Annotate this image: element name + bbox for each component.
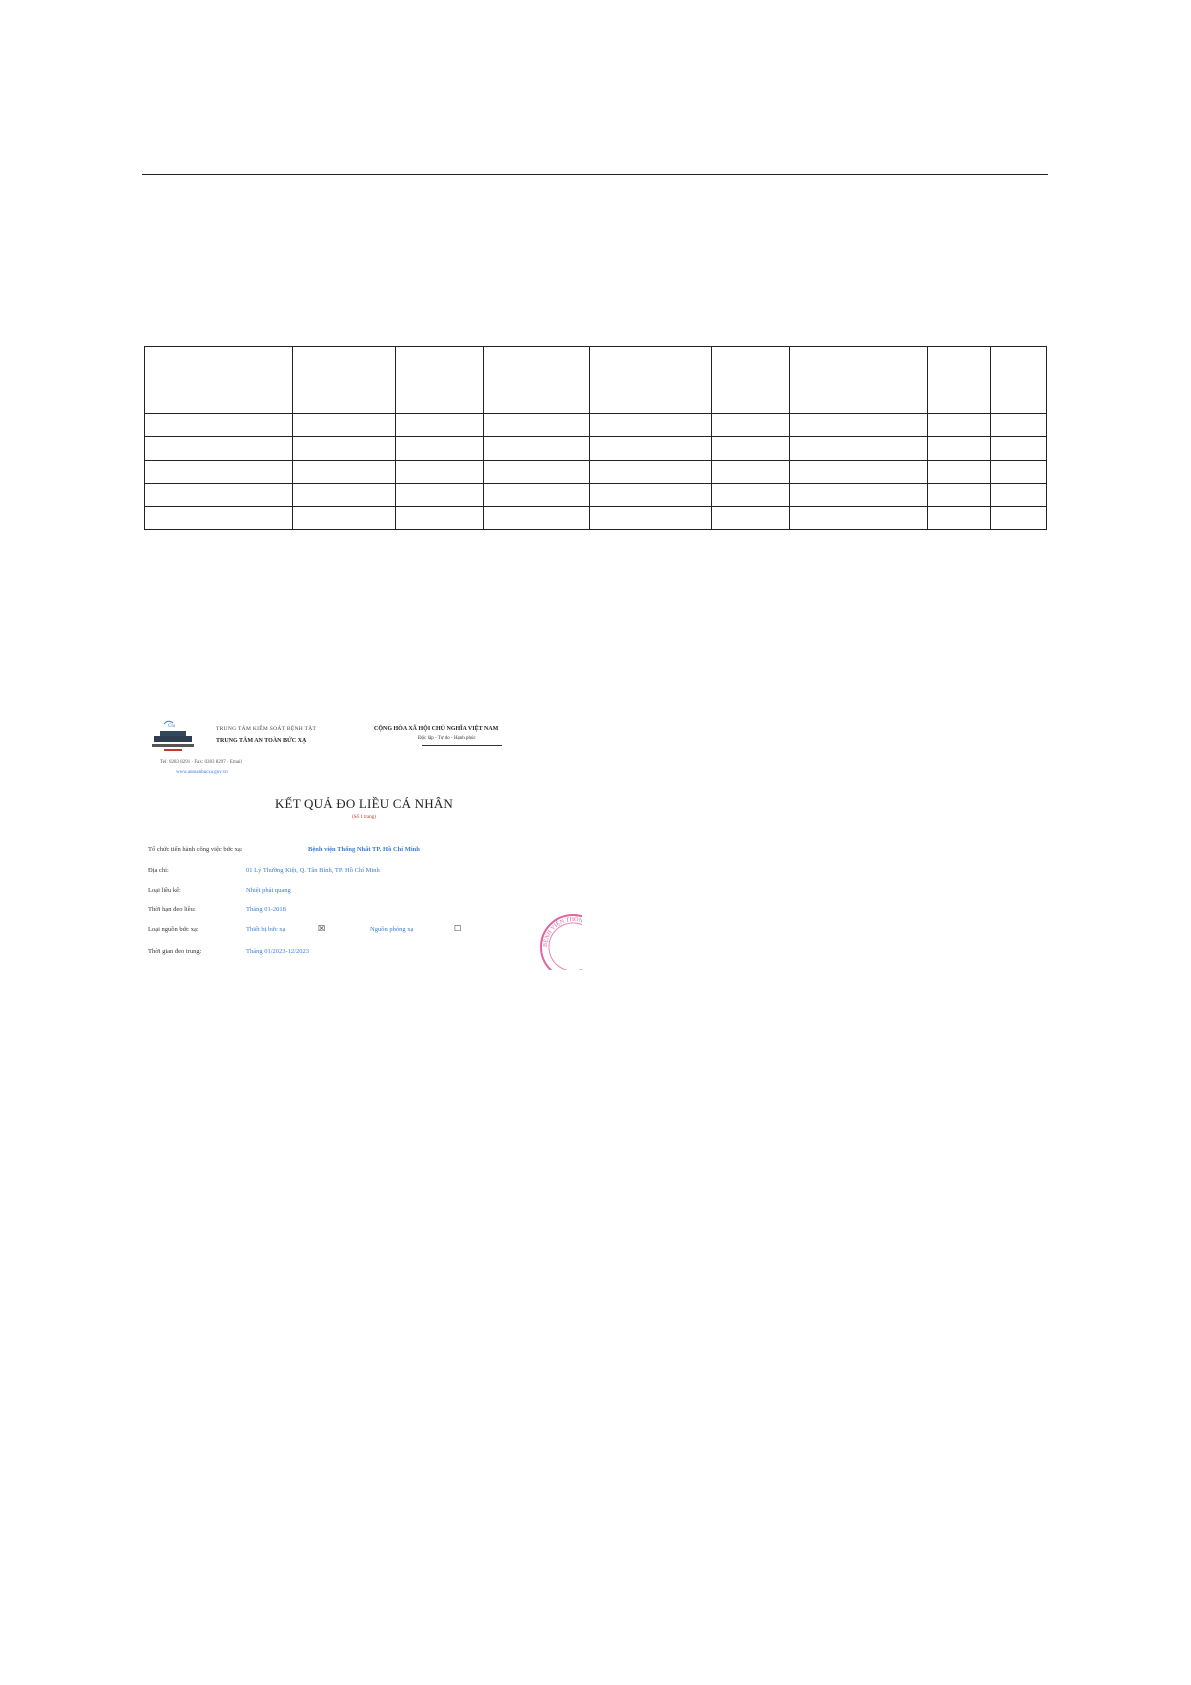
table-cell	[484, 437, 590, 460]
field-value: Tháng 01/2023-12/2023	[246, 948, 310, 955]
table-cell	[928, 347, 991, 414]
table-cell	[790, 506, 928, 529]
blank-table	[144, 346, 1047, 530]
org-contact: Tel: 0283 8291 · Fax: 0283 8297 · Email	[160, 760, 242, 765]
field-value-2: Nguồn phóng xạ	[370, 926, 414, 933]
table-cell	[293, 437, 396, 460]
field-value: Thiết bị bức xạ	[246, 926, 286, 933]
header-rule	[142, 174, 1048, 175]
field-label: Địa chỉ:	[148, 867, 169, 874]
table-cell	[991, 414, 1047, 437]
table-row	[145, 460, 1047, 483]
table-cell	[590, 506, 712, 529]
table-cell	[991, 437, 1047, 460]
table-cell	[928, 506, 991, 529]
table-cell	[145, 437, 293, 460]
table-cell	[712, 414, 790, 437]
table-cell	[712, 483, 790, 506]
field-label: Tổ chức tiến hành công việc bức xạ:	[148, 846, 243, 853]
table-cell	[712, 437, 790, 460]
table-cell	[790, 460, 928, 483]
table-cell	[396, 347, 484, 414]
table-cell	[293, 483, 396, 506]
table-row	[145, 414, 1047, 437]
field-value: Nhiệt phát quang	[246, 887, 291, 894]
table-cell	[790, 347, 928, 414]
table-cell	[991, 460, 1047, 483]
report-subtitle: (Số 1 trang)	[352, 815, 376, 820]
table-cell	[484, 460, 590, 483]
table-cell	[712, 347, 790, 414]
org-line-1: TRUNG TÂM KIỂM SOÁT BỆNH TẬT	[216, 726, 317, 732]
field-value: Bệnh viện Thống Nhất TP. Hồ Chí Minh	[308, 846, 420, 853]
table-cell	[484, 414, 590, 437]
table-cell	[712, 506, 790, 529]
table-cell	[928, 414, 991, 437]
table-cell	[396, 437, 484, 460]
table-cell	[590, 347, 712, 414]
field-value: 01 Lý Thường Kiệt, Q. Tân Bình, TP. Hồ Chí Minh	[246, 867, 380, 874]
national-motto-line-1: CỘNG HÒA XÃ HỘI CHỦ NGHĨA VIỆT NAM	[374, 726, 499, 732]
field-label: Thời hạn đeo liều:	[148, 906, 196, 913]
table-cell	[991, 506, 1047, 529]
table-cell	[293, 460, 396, 483]
table-cell	[145, 506, 293, 529]
checkbox-checked: ☒	[318, 924, 326, 933]
table-cell	[790, 414, 928, 437]
table-cell	[590, 414, 712, 437]
table-cell	[590, 483, 712, 506]
table-cell	[790, 437, 928, 460]
org-line-2: TRUNG TÂM AN TOÀN BỨC XẠ	[216, 738, 307, 744]
checkbox-unchecked: ☐	[454, 924, 462, 933]
table-cell	[484, 483, 590, 506]
table-cell	[293, 414, 396, 437]
table-cell	[145, 460, 293, 483]
table-row	[145, 506, 1047, 529]
field-label: Thời gian đeo trung:	[148, 948, 202, 955]
table-cell	[991, 483, 1047, 506]
field-label: Loại nguồn bức xạ:	[148, 926, 199, 933]
svg-text:BỆNH VIỆN THỐNG NHẤT: BỆNH VIỆN THỐNG NHẤT	[542, 916, 602, 948]
table-cell	[712, 460, 790, 483]
table-cell	[396, 506, 484, 529]
scanned-dose-report	[146, 712, 602, 970]
table-cell	[590, 460, 712, 483]
table-cell	[928, 460, 991, 483]
table-cell	[145, 414, 293, 437]
table-cell	[928, 483, 991, 506]
field-value: Tháng 01-2018	[246, 906, 286, 913]
field-label: Loại liều kế:	[148, 887, 181, 894]
table-cell	[790, 483, 928, 506]
table-cell	[145, 347, 293, 414]
table-cell	[484, 347, 590, 414]
table-cell	[484, 506, 590, 529]
motto-underline	[422, 745, 502, 746]
table-row	[145, 483, 1047, 506]
official-stamp	[538, 912, 602, 970]
table-cell	[145, 483, 293, 506]
table-cell	[590, 437, 712, 460]
table-cell	[928, 437, 991, 460]
table-cell	[293, 506, 396, 529]
report-title: KẾT QUẢ ĐO LIỀU CÁ NHÂN	[274, 796, 454, 811]
table-cell	[396, 414, 484, 437]
institution-logo	[150, 718, 196, 754]
table-cell	[396, 483, 484, 506]
svg-text:Ctu: Ctu	[168, 724, 176, 729]
table-row	[145, 437, 1047, 460]
table-cell	[991, 347, 1047, 414]
org-website: www.antoanbucxa.gov.vn	[176, 770, 228, 775]
table-header-row	[145, 347, 1047, 414]
table-cell	[396, 460, 484, 483]
table-cell	[293, 347, 396, 414]
national-motto-line-2: Độc lập - Tự do - Hạnh phúc	[418, 736, 476, 741]
